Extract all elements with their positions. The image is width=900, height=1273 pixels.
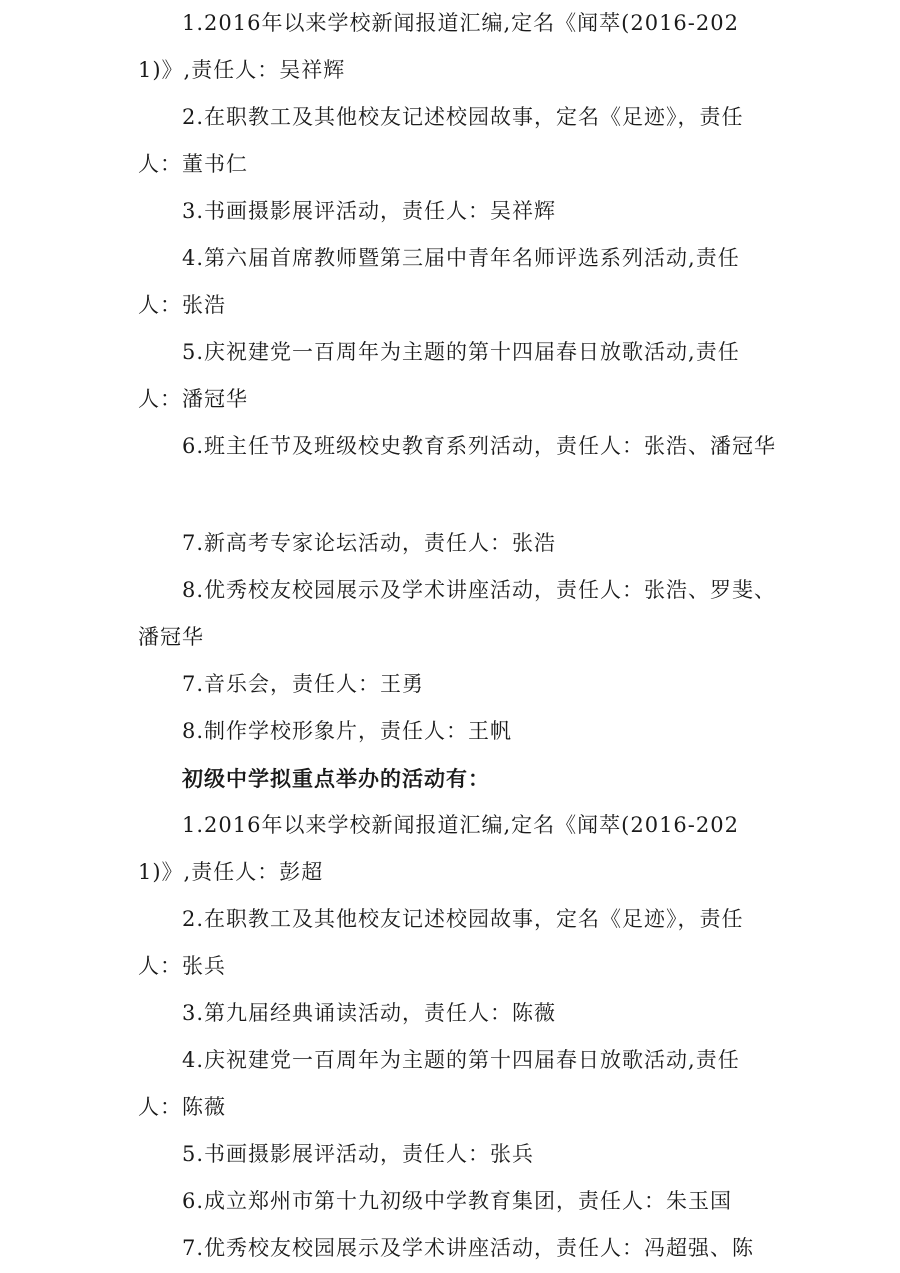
list-item: 5.书画摄影展评活动，责任人：张兵 (182, 1142, 535, 1166)
list-item: 8.制作学校形象片，责任人：王帆 (182, 719, 513, 743)
list-item: 5.庆祝建党一百周年为主题的第十四届春日放歌活动,责任人：潘冠华 (138, 340, 740, 411)
list-item: 7.优秀校友校园展示及学术讲座活动，责任人：冯超强、陈 (182, 1236, 755, 1260)
list-item: 3.第九届经典诵读活动，责任人：陈薇 (182, 1001, 557, 1025)
list-item: 6.成立郑州市第十九初级中学教育集团，责任人：朱玉国 (182, 1189, 733, 1213)
list-item: 1.2016年以来学校新闻报道汇编,定名《闻萃(2016-2021)》,责任人：彭超 (138, 813, 739, 884)
list-item: 1.2016年以来学校新闻报道汇编,定名《闻萃(2016-2021)》,责任人：吴祥辉 (138, 11, 739, 82)
list-item: 4.庆祝建党一百周年为主题的第十四届春日放歌活动,责任人：陈薇 (138, 1048, 740, 1119)
list-item: 7.新高考专家论坛活动，责任人：张浩 (182, 531, 557, 555)
list-item: 8.优秀校友校园展示及学术讲座活动，责任人：张浩、罗斐、潘冠华 (138, 578, 777, 649)
list-item: 6.班主任节及班级校史教育系列活动，责任人：张浩、潘冠华 (182, 434, 777, 458)
list-item: 3.书画摄影展评活动，责任人：吴祥辉 (182, 199, 557, 223)
section-heading: 初级中学拟重点举办的活动有： (182, 766, 490, 791)
list-item: 4.第六届首席教师暨第三届中青年名师评选系列活动,责任人：张浩 (138, 246, 740, 317)
list-item: 7.音乐会，责任人：王勇 (182, 672, 425, 696)
list-item: 2.在职教工及其他校友记述校园故事，定名《足迹》，责任人：董书仁 (138, 105, 744, 176)
list-item: 2.在职教工及其他校友记述校园故事，定名《足迹》，责任人：张兵 (138, 907, 744, 978)
